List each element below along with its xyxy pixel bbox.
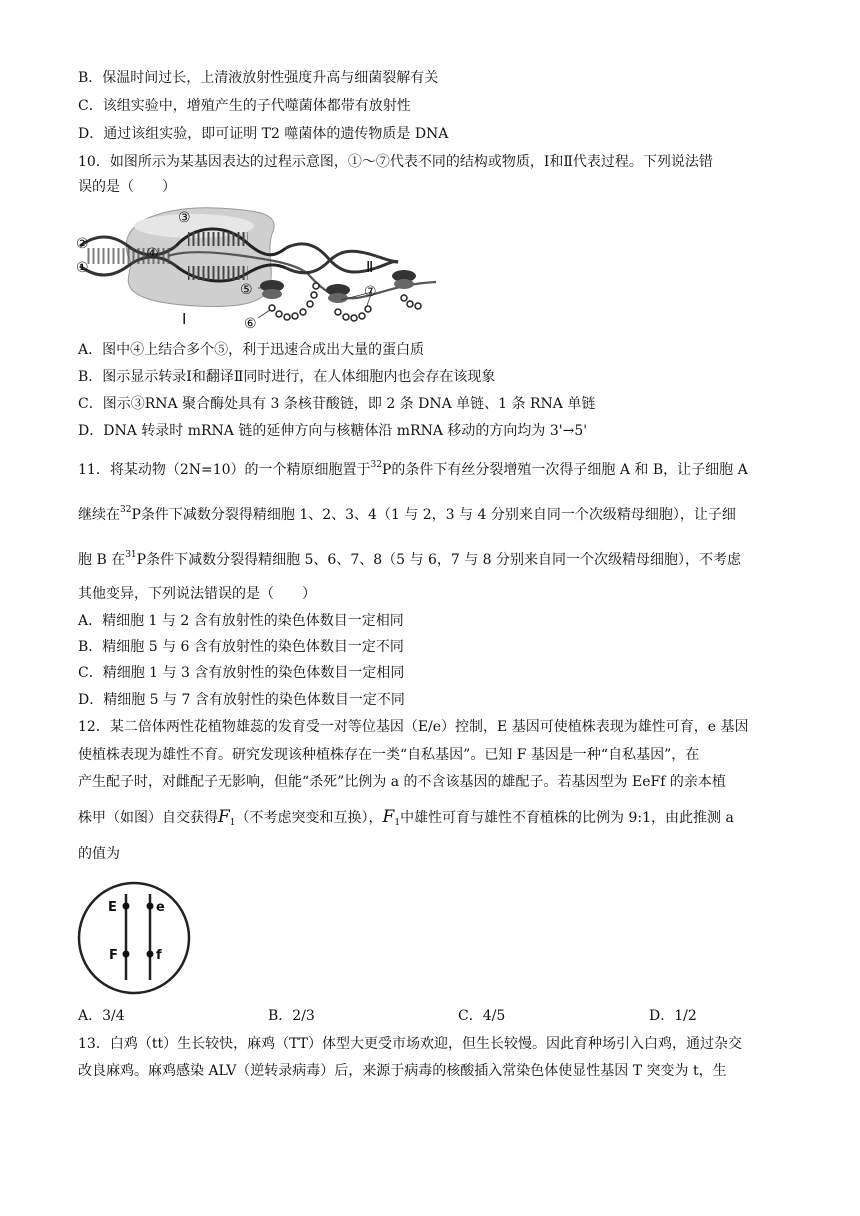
q11-isotope-32b: 32 (120, 505, 132, 515)
ribosome-1 (260, 280, 284, 299)
gene-e-label: e (156, 900, 165, 915)
q9-option-b: B．保温时间过长，上清液放射性强度升高与细菌裂解有关 (78, 70, 439, 86)
q12-stem-line2: 使植株表现为雄性不育。研究发现该种植株存在一类“自私基因”。已知 F 基因是一种“自私基因”，在 (78, 747, 700, 763)
q11-element-p2: P (131, 507, 141, 523)
q12-f1-symbol: F (218, 807, 230, 827)
q10-option-c: C．图示③RNA 聚合酶处具有 3 条核苷酸链，即 2 条 DNA 单链、1 条 RNA 单链 (78, 396, 596, 412)
q11-line3-text-b: 条件下减数分裂得精细胞 5、6、7、8（5 与 6，7 与 8 分别来自同一个次级精母细胞），不考虑 (146, 552, 742, 568)
q11-line2-text-a: 继续在 (78, 507, 120, 523)
q12-f1-symbol-2: F (382, 807, 395, 827)
ribosome-3 (392, 270, 416, 289)
q11-line3-text-a: 胞 B 在 (78, 552, 126, 568)
q10-stem-line2: 误的是（ ） (78, 179, 176, 195)
q12-f1-sub: 1 (229, 818, 236, 828)
q11-stem-line2 (78, 505, 800, 525)
q11-stem-line4: 其他变异，下列说法错误的是（ ） (78, 586, 316, 602)
q11-option-a: A．精细胞 1 与 2 含有放射性的染色体数目一定相同 (78, 613, 404, 629)
q13-stem-line2: 改良麻鸡。麻鸡感染 ALV（逆转录病毒）后，来源于病毒的核酸插入常染色体使显性基因 T 突变为 t，生 (78, 1063, 727, 1079)
q12-option-a: A．3/4 (78, 1008, 125, 1024)
label-1: ① (76, 260, 89, 276)
q12-stem-line4 (78, 807, 800, 828)
q12-line4-text-a: 株甲（如图）自交获得 (78, 810, 218, 826)
q12-option-c: C．4/5 (458, 1008, 506, 1024)
q11-stem-line1 (78, 460, 800, 480)
gene-F-label: F (109, 948, 118, 963)
q12-line4-text-c: 中雄性可育与雄性不育植株的比例为 9:1，由此推测 a (400, 810, 734, 826)
q11-isotope-32: 32 (370, 460, 382, 470)
gene-f-label: f (156, 948, 162, 963)
label-5: ⑤ (240, 282, 253, 298)
q10-option-d: D．DNA 转录时 mRNA 链的延伸方向与核糖体沿 mRNA 移动的方向均为 3'→5' (78, 423, 588, 439)
peptide-chain-2 (335, 306, 371, 321)
label-4: ④ (146, 246, 159, 262)
q10-stem-line1: 10．如图所示为某基因表达的过程示意图，①～⑦代表不同的结构或物质，Ⅰ和Ⅱ代表过程。下列说法错 (78, 154, 713, 170)
q12-options (78, 1006, 798, 1026)
q11-line2-text-b: 条件下减数分裂得精细胞 1、2、3、4（1 与 2，3 与 4 分别来自同一个次级精母细胞），让子细 (140, 507, 736, 523)
process-label-2: Ⅱ (366, 258, 374, 276)
gene-expression-figure (76, 204, 446, 338)
q12-stem-line1: 12．某二倍体两性花植物雄蕊的发育受一对等位基因（E/e）控制，E 基因可使植株表现为雄性可育，e 基因 (78, 719, 749, 735)
q9-option-d: D．通过该组实验，即可证明 T2 噬菌体的遗传物质是 DNA (78, 126, 449, 142)
q11-line1-text-b: 的条件下有丝分裂增殖一次得子细胞 A 和 B，让子细胞 A (391, 462, 748, 478)
q12-option-d: D．1/2 (649, 1008, 697, 1024)
q11-element-p3: P (136, 552, 147, 568)
q10-option-a: A．图中④上结合多个⑤，利于迅速合成出大量的蛋白质 (78, 342, 425, 358)
q11-option-d: D．精细胞 5 与 7 含有放射性的染色体数目一定不同 (78, 692, 405, 708)
label-2: ② (76, 236, 89, 252)
q11-element-p: P (381, 462, 392, 478)
peptide-chain-3 (401, 295, 421, 309)
q12-f1-sub-2: 1 (394, 818, 401, 828)
q12-option-b: B．2/3 (268, 1008, 315, 1024)
q10-option-b: B．图示显示转录Ⅰ和翻译Ⅱ同时进行，在人体细胞内也会存在该现象 (78, 369, 496, 385)
q13-stem-line1: 13．白鸡（tt）生长较快，麻鸡（TT）体型大更受市场欢迎，但生长较慢。因此育种场引入白鸡，通过杂交 (78, 1036, 742, 1052)
q11-stem-line3 (78, 550, 800, 570)
q11-isotope-31: 31 (125, 550, 137, 560)
label-7: ⑦ (364, 284, 377, 300)
label-3: ③ (178, 210, 191, 226)
process-label-1: Ⅰ (182, 310, 187, 328)
ribosome-2 (326, 284, 350, 303)
q9-option-c: C．该组实验中，增殖产生的子代噬菌体都带有放射性 (78, 98, 411, 114)
q11-option-c: C．精细胞 1 与 3 含有放射性的染色体数目一定相同 (78, 665, 405, 681)
q12-stem-line3: 产生配子时，对雌配子无影响，但能“杀死”比例为 a 的不含该基因的雄配子。若基因型为 EeFf 的亲本植 (78, 774, 726, 790)
q11-line1-text-a: 11．将某动物（2N=10）的一个精原细胞置于 (78, 462, 371, 478)
label-6: ⑥ (244, 316, 257, 332)
q12-stem-line5: 的值为 (78, 846, 120, 862)
chromosome-cell-figure (76, 880, 192, 996)
q12-line4-text-b: （不考虑突变和互换）， (235, 810, 383, 826)
q11-option-b: B．精细胞 5 与 6 含有放射性的染色体数目一定不同 (78, 639, 404, 655)
gene-E-label: E (108, 900, 117, 915)
